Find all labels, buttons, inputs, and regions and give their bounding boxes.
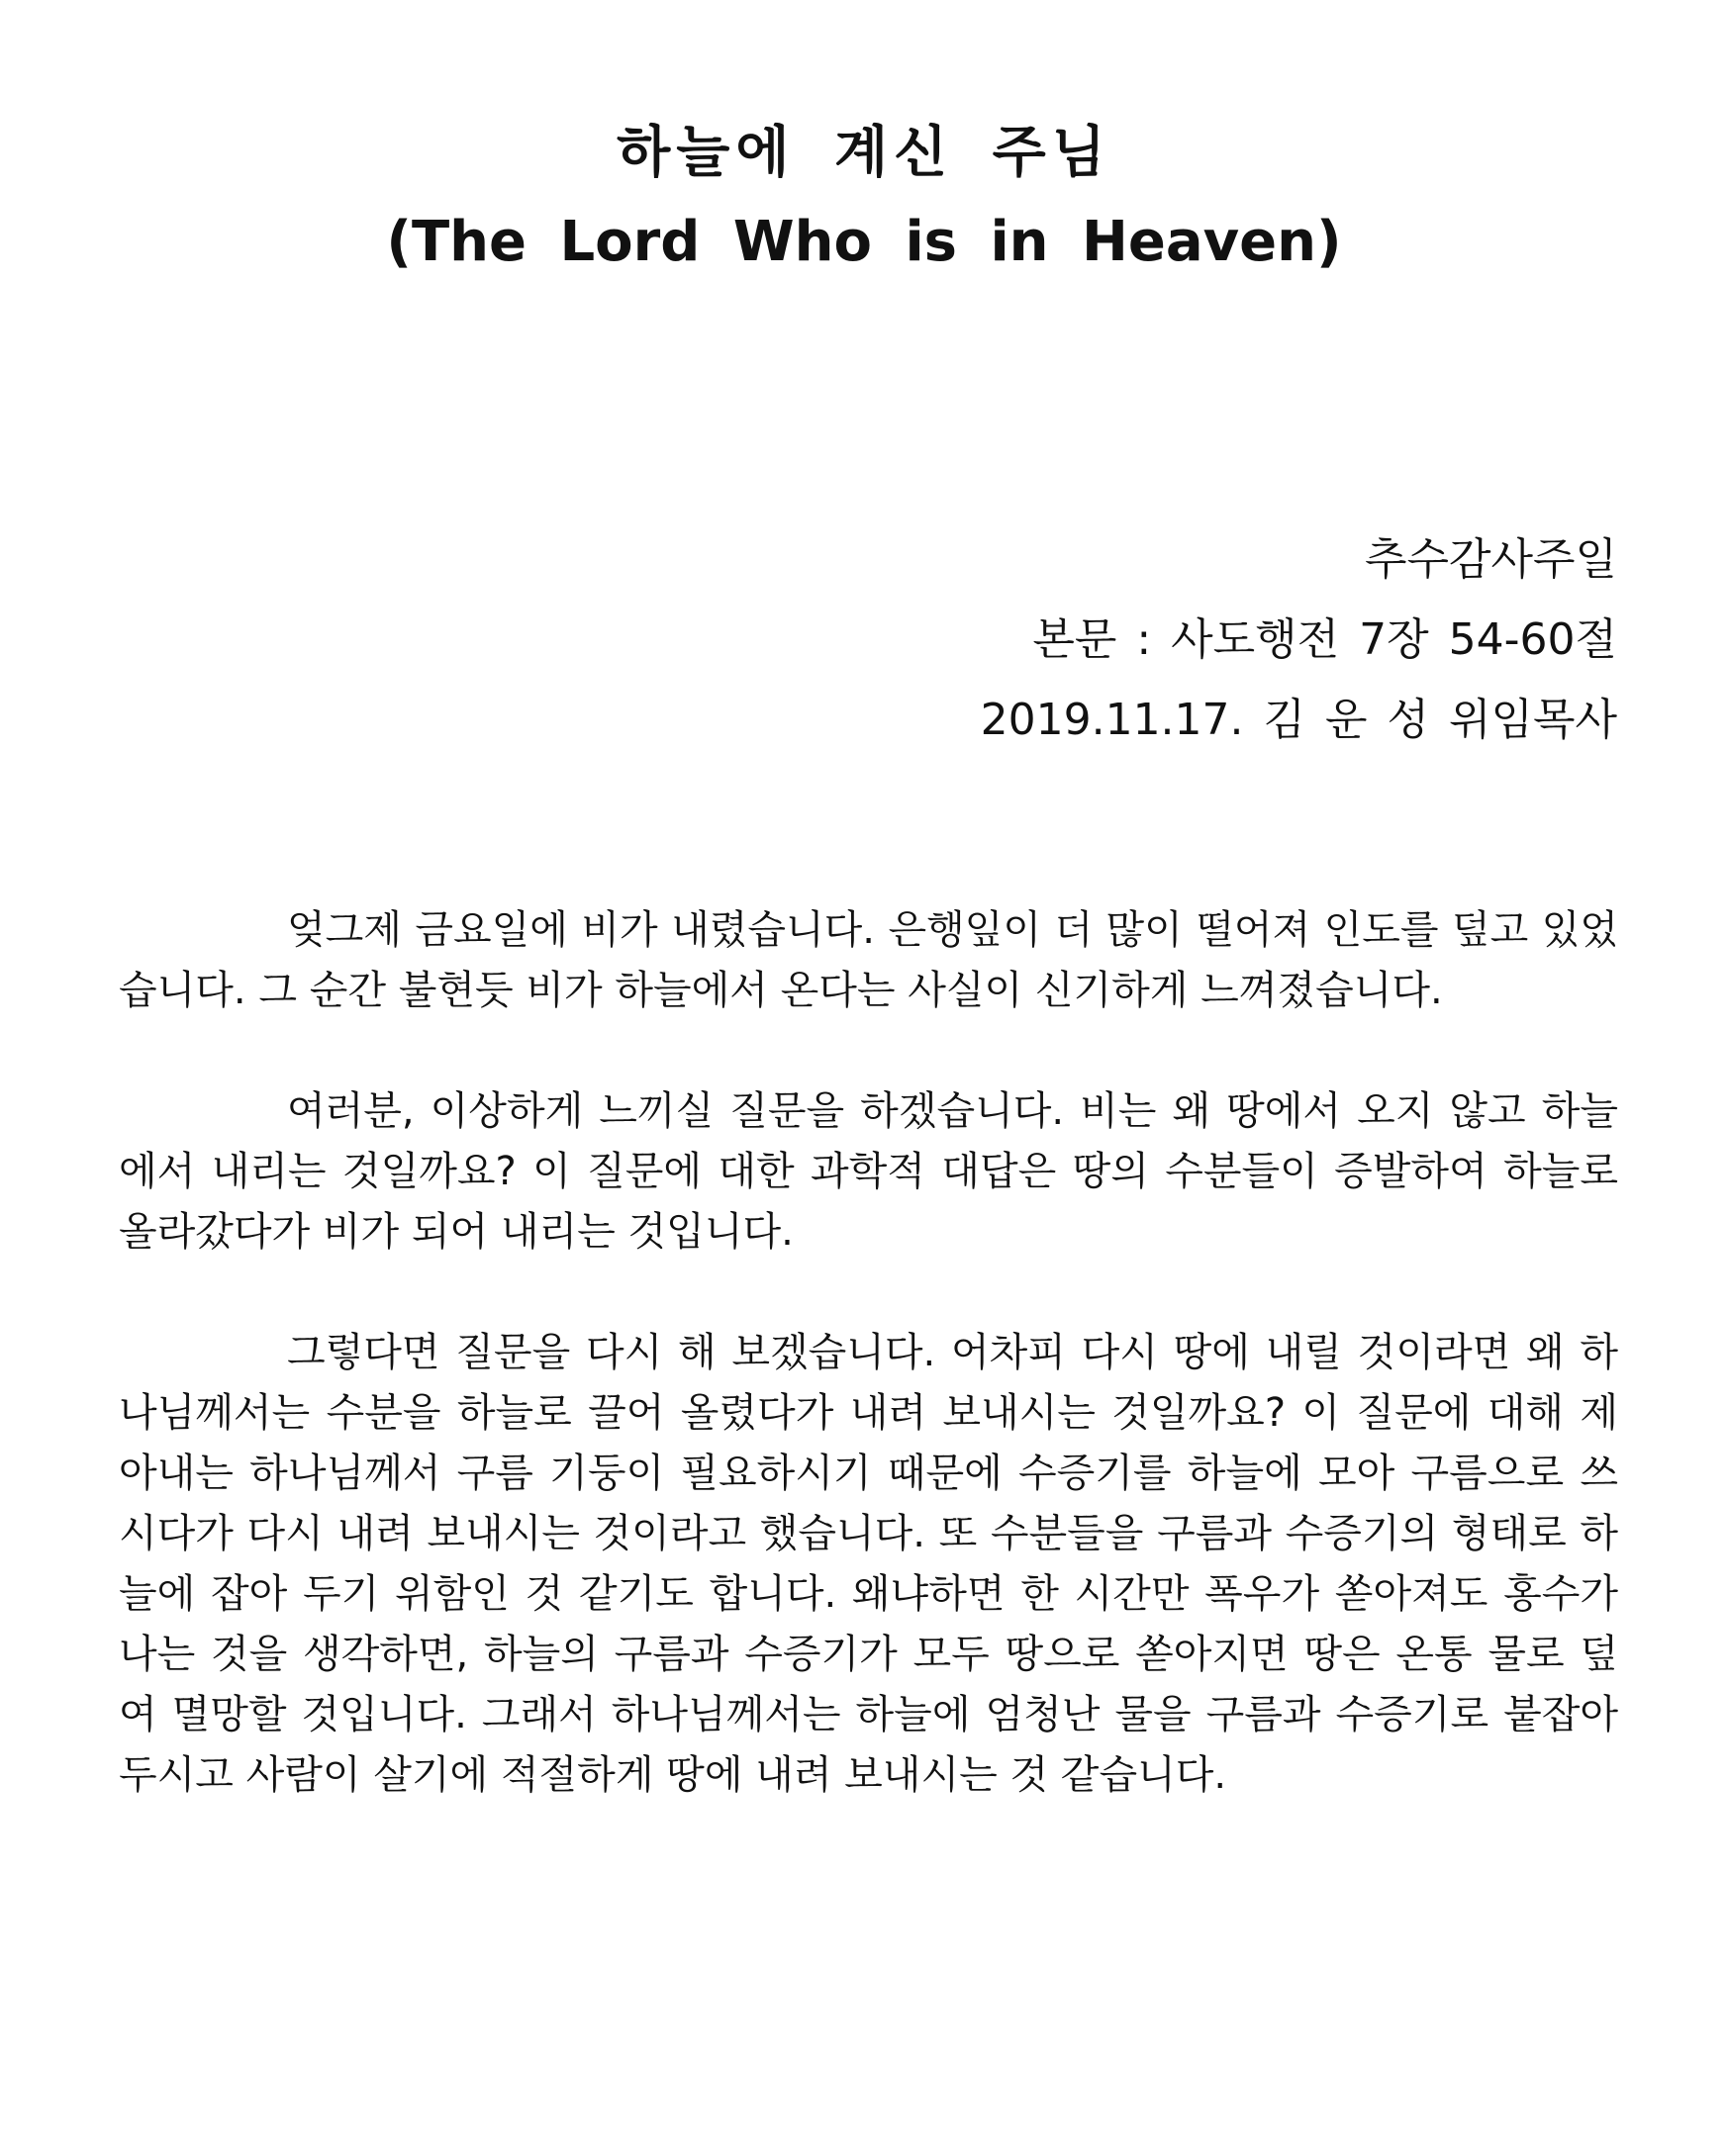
document-subtitle: (The Lord Who is in Heaven) xyxy=(386,210,1342,274)
sermon-meta xyxy=(981,519,1617,760)
body-paragraph-3: 그렇다면 질문을 다시 해 보겠습니다. 어차피 다시 땅에 내릴 것이라면 왜 하나님께서는 수분을 하늘로 끌어 올렸다가 내려 보내시는 것일까요? 이 질문에 대해 제 아내는 하나님께서 구름 기둥이 필요하시기 때문에 수증기를 하늘에 모아 구름으로 쓰시다가 다시 내려 보내시는 것이라고 했습니다. 또 수분들을 구름과 수증기의 형태로 하늘에 잡아 두기 위함인 것 같기도 합니다. 왜냐하면 한 시간만 폭우가 쏟아져도 홍수가 나는 것을 생각하면, 하늘의 구름과 수증기가 모두 땅으로 쏟아지면 땅은 온통 물로 덮여 멸망할 것입니다. 그래서 하나님께서는 하늘에 엄청난 물을 구름과 수증기로 붙잡아 두시고 사람이 살기에 적절하게 땅에 내려 보내시는 것 같습니다. xyxy=(119,1330,1618,1798)
date-preacher-line: 2019.11.17. 김 운 성 위임목사 xyxy=(980,695,1617,745)
body-paragraph-2: 여러분, 이상하게 느끼실 질문을 하겠습니다. 비는 왜 땅에서 오지 않고 하늘에서 내리는 것일까요? 이 질문에 대한 과학적 대답은 땅의 수분들이 증발하여 하늘로 올라갔다가 비가 되어 내리는 것입니다. xyxy=(119,1088,1618,1255)
title-block xyxy=(0,109,1728,287)
sermon-body xyxy=(119,900,1618,1806)
occasion-line: 추수감사주일 xyxy=(1364,534,1617,585)
scripture-line: 본문 : 사도행전 7장 54-60절 xyxy=(1032,614,1617,665)
document-title: 하늘에 계신 주님 xyxy=(617,121,1111,185)
body-paragraph-1: 엊그제 금요일에 비가 내렸습니다. 은행잎이 더 많이 떨어져 인도를 덮고 있었습니다. 그 순간 불현듯 비가 하늘에서 온다는 사실이 신기하게 느껴졌습니다. xyxy=(119,907,1618,1013)
